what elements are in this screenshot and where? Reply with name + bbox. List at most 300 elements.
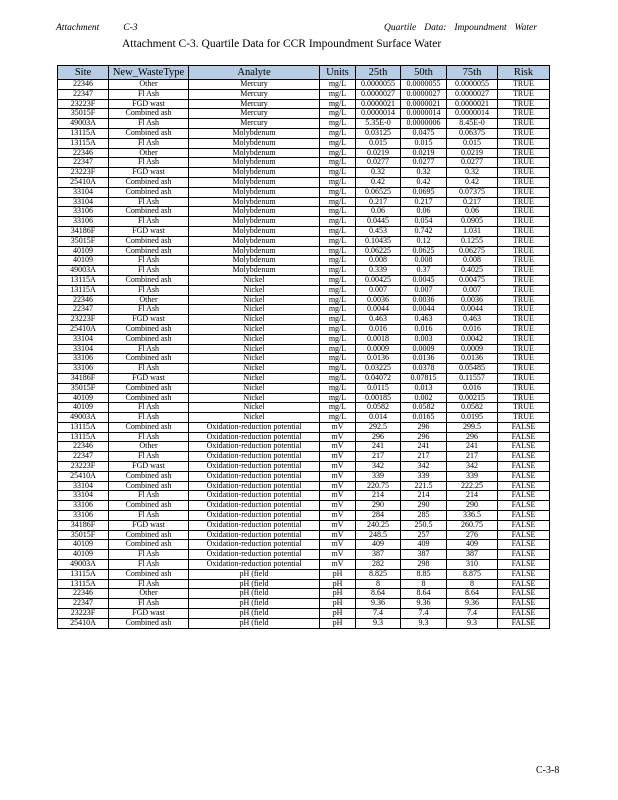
p25-cell: 0.06: [356, 207, 401, 217]
analyte-cell: pH (field: [189, 609, 320, 619]
waste-type-cell: Fl Ash: [109, 89, 189, 99]
units-cell: mg/L: [320, 148, 356, 158]
units-cell: mg/L: [320, 109, 356, 119]
units-cell: mg/L: [320, 354, 356, 364]
waste-type-cell: Other: [109, 295, 189, 305]
site-cell: 33104: [58, 344, 109, 354]
p25-cell: 220.75: [356, 481, 401, 491]
analyte-cell: Molybdenum: [189, 197, 320, 207]
p75-cell: 387: [447, 550, 498, 560]
p50-cell: 0.742: [401, 226, 447, 236]
table-row: [58, 207, 550, 217]
analyte-cell: Molybdenum: [189, 148, 320, 158]
waste-type-cell: Combined ash: [109, 569, 189, 579]
p50-cell: 0.008: [401, 256, 447, 266]
analyte-cell: pH (field: [189, 569, 320, 579]
units-cell: mg/L: [320, 246, 356, 256]
site-cell: 23223F: [58, 168, 109, 178]
risk-cell: FALSE: [498, 540, 550, 550]
p25-cell: 290: [356, 501, 401, 511]
units-cell: mg/L: [320, 226, 356, 236]
waste-type-cell: Combined ash: [109, 128, 189, 138]
p50-cell: 8.64: [401, 589, 447, 599]
risk-cell: TRUE: [498, 324, 550, 334]
p25-cell: 7.4: [356, 609, 401, 619]
p50-cell: 0.0625: [401, 246, 447, 256]
table-row: [58, 530, 550, 540]
units-cell: mV: [320, 491, 356, 501]
waste-type-cell: Combined ash: [109, 207, 189, 217]
waste-type-cell: Fl Ash: [109, 491, 189, 501]
units-cell: mg/L: [320, 383, 356, 393]
p25-cell: 0.0000027: [356, 89, 401, 99]
p25-cell: 8: [356, 579, 401, 589]
analyte-cell: Mercury: [189, 99, 320, 109]
waste-type-cell: FGD wast: [109, 373, 189, 383]
p50-cell: 0.002: [401, 393, 447, 403]
table-row: [58, 256, 550, 266]
p25-cell: 409: [356, 540, 401, 550]
table-row: [58, 128, 550, 138]
p75-cell: 0.015: [447, 138, 498, 148]
column-header-waste-type: New_WasteType: [109, 66, 189, 80]
site-cell: 34186F: [58, 520, 109, 530]
p75-cell: 8.875: [447, 569, 498, 579]
p25-cell: 282: [356, 560, 401, 570]
site-cell: 22347: [58, 89, 109, 99]
p50-cell: 0.0000055: [401, 80, 447, 90]
site-cell: 35015F: [58, 530, 109, 540]
units-cell: mV: [320, 511, 356, 521]
p75-cell: 290: [447, 501, 498, 511]
p50-cell: 241: [401, 442, 447, 452]
table-row: [58, 344, 550, 354]
p25-cell: 248.5: [356, 530, 401, 540]
p25-cell: 284: [356, 511, 401, 521]
waste-type-cell: FGD wast: [109, 520, 189, 530]
units-cell: mV: [320, 452, 356, 462]
site-cell: 33104: [58, 334, 109, 344]
p50-cell: 0.016: [401, 324, 447, 334]
waste-type-cell: Fl Ash: [109, 413, 189, 423]
site-cell: 49003A: [58, 119, 109, 129]
p50-cell: 296: [401, 422, 447, 432]
table-row: [58, 226, 550, 236]
site-cell: 33104: [58, 187, 109, 197]
waste-type-cell: Fl Ash: [109, 550, 189, 560]
units-cell: pH: [320, 609, 356, 619]
units-cell: mg/L: [320, 158, 356, 168]
analyte-cell: Nickel: [189, 403, 320, 413]
waste-type-cell: Fl Ash: [109, 158, 189, 168]
waste-type-cell: Fl Ash: [109, 452, 189, 462]
risk-cell: TRUE: [498, 197, 550, 207]
p50-cell: 0.42: [401, 177, 447, 187]
site-cell: 25410A: [58, 618, 109, 628]
analyte-cell: Molybdenum: [189, 128, 320, 138]
units-cell: mV: [320, 540, 356, 550]
units-cell: mg/L: [320, 138, 356, 148]
analyte-cell: Molybdenum: [189, 236, 320, 246]
table-row: [58, 285, 550, 295]
units-cell: pH: [320, 599, 356, 609]
units-cell: mg/L: [320, 344, 356, 354]
p25-cell: 292.5: [356, 422, 401, 432]
p25-cell: 0.016: [356, 324, 401, 334]
risk-cell: FALSE: [498, 471, 550, 481]
waste-type-cell: Fl Ash: [109, 217, 189, 227]
units-cell: mg/L: [320, 187, 356, 197]
risk-cell: TRUE: [498, 295, 550, 305]
analyte-cell: Nickel: [189, 334, 320, 344]
table-row: [58, 197, 550, 207]
p50-cell: 221.5: [401, 481, 447, 491]
analyte-cell: Nickel: [189, 383, 320, 393]
table-row: [58, 481, 550, 491]
table-row: [58, 80, 550, 90]
units-cell: mg/L: [320, 305, 356, 315]
p50-cell: 0.32: [401, 168, 447, 178]
p50-cell: 409: [401, 540, 447, 550]
waste-type-cell: FGD wast: [109, 462, 189, 472]
header-word: Data:: [424, 23, 447, 33]
units-cell: mg/L: [320, 89, 356, 99]
p25-cell: 387: [356, 550, 401, 560]
waste-type-cell: Fl Ash: [109, 344, 189, 354]
site-cell: 22347: [58, 599, 109, 609]
p25-cell: 342: [356, 462, 401, 472]
p50-cell: 0.0045: [401, 275, 447, 285]
units-cell: mg/L: [320, 364, 356, 374]
table-row: [58, 550, 550, 560]
analyte-cell: Molybdenum: [189, 207, 320, 217]
risk-cell: FALSE: [498, 520, 550, 530]
p25-cell: 0.007: [356, 285, 401, 295]
waste-type-cell: Combined ash: [109, 246, 189, 256]
p50-cell: 0.0475: [401, 128, 447, 138]
p25-cell: 0.06225: [356, 246, 401, 256]
waste-type-cell: Fl Ash: [109, 599, 189, 609]
waste-type-cell: Combined ash: [109, 109, 189, 119]
analyte-cell: Molybdenum: [189, 226, 320, 236]
units-cell: pH: [320, 569, 356, 579]
p75-cell: 299.5: [447, 422, 498, 432]
waste-type-cell: Fl Ash: [109, 560, 189, 570]
analyte-cell: Nickel: [189, 373, 320, 383]
waste-type-cell: Combined ash: [109, 481, 189, 491]
site-cell: 40109: [58, 246, 109, 256]
risk-cell: TRUE: [498, 168, 550, 178]
waste-type-cell: Fl Ash: [109, 305, 189, 315]
risk-cell: TRUE: [498, 315, 550, 325]
p75-cell: 0.0000021: [447, 99, 498, 109]
p75-cell: 0.217: [447, 197, 498, 207]
waste-type-cell: Fl Ash: [109, 138, 189, 148]
p75-cell: 0.016: [447, 324, 498, 334]
site-cell: 25410A: [58, 177, 109, 187]
risk-cell: TRUE: [498, 217, 550, 227]
p50-cell: 0.37: [401, 266, 447, 276]
table-row: [58, 89, 550, 99]
analyte-cell: pH (field: [189, 618, 320, 628]
analyte-cell: Mercury: [189, 89, 320, 99]
risk-cell: FALSE: [498, 530, 550, 540]
p50-cell: 214: [401, 491, 447, 501]
units-cell: pH: [320, 618, 356, 628]
waste-type-cell: Combined ash: [109, 324, 189, 334]
p25-cell: 0.04072: [356, 373, 401, 383]
p75-cell: 0.4025: [447, 266, 498, 276]
p50-cell: 0.0582: [401, 403, 447, 413]
site-cell: 23223F: [58, 609, 109, 619]
table-row: [58, 334, 550, 344]
p75-cell: 0.0044: [447, 305, 498, 315]
waste-type-cell: Combined ash: [109, 501, 189, 511]
risk-cell: FALSE: [498, 481, 550, 491]
waste-type-cell: Fl Ash: [109, 511, 189, 521]
waste-type-cell: FGD wast: [109, 609, 189, 619]
table-row: [58, 462, 550, 472]
table-row: [58, 422, 550, 432]
p75-cell: 0.0905: [447, 217, 498, 227]
header-row: [58, 66, 550, 80]
p75-cell: 296: [447, 432, 498, 442]
table-row: [58, 560, 550, 570]
analyte-cell: pH (field: [189, 579, 320, 589]
table-row: [58, 246, 550, 256]
risk-cell: TRUE: [498, 275, 550, 285]
p50-cell: 0.003: [401, 334, 447, 344]
running-header-right: [384, 23, 545, 33]
site-cell: 49003A: [58, 413, 109, 423]
risk-cell: TRUE: [498, 138, 550, 148]
site-cell: 25410A: [58, 471, 109, 481]
p75-cell: 0.008: [447, 256, 498, 266]
site-cell: 22346: [58, 295, 109, 305]
waste-type-cell: Combined ash: [109, 471, 189, 481]
table-row: [58, 452, 550, 462]
p75-cell: 0.007: [447, 285, 498, 295]
waste-type-cell: FGD wast: [109, 226, 189, 236]
analyte-cell: Oxidation-reduction potential: [189, 540, 320, 550]
analyte-cell: Nickel: [189, 275, 320, 285]
table-row: [58, 275, 550, 285]
waste-type-cell: Other: [109, 80, 189, 90]
site-cell: 49003A: [58, 560, 109, 570]
units-cell: mV: [320, 422, 356, 432]
p25-cell: 0.0000021: [356, 99, 401, 109]
risk-cell: TRUE: [498, 128, 550, 138]
p50-cell: 217: [401, 452, 447, 462]
table-row: [58, 511, 550, 521]
risk-cell: TRUE: [498, 403, 550, 413]
p25-cell: 5.35E-0: [356, 119, 401, 129]
site-cell: 13115A: [58, 579, 109, 589]
units-cell: mg/L: [320, 324, 356, 334]
risk-cell: TRUE: [498, 99, 550, 109]
p75-cell: 310: [447, 560, 498, 570]
table-row: [58, 187, 550, 197]
risk-cell: FALSE: [498, 550, 550, 560]
p50-cell: 0.0695: [401, 187, 447, 197]
table-row: [58, 589, 550, 599]
waste-type-cell: Combined ash: [109, 393, 189, 403]
p25-cell: 0.0000055: [356, 80, 401, 90]
p25-cell: 214: [356, 491, 401, 501]
column-header-analyte: Analyte: [189, 66, 320, 80]
site-cell: 40109: [58, 256, 109, 266]
risk-cell: FALSE: [498, 452, 550, 462]
table-row: [58, 315, 550, 325]
waste-type-cell: Fl Ash: [109, 119, 189, 129]
analyte-cell: Oxidation-reduction potential: [189, 491, 320, 501]
p50-cell: 0.12: [401, 236, 447, 246]
site-cell: 40109: [58, 403, 109, 413]
analyte-cell: Nickel: [189, 315, 320, 325]
table-row: [58, 383, 550, 393]
risk-cell: TRUE: [498, 344, 550, 354]
table-row: [58, 501, 550, 511]
p50-cell: 8: [401, 579, 447, 589]
waste-type-cell: Fl Ash: [109, 285, 189, 295]
p25-cell: 0.03225: [356, 364, 401, 374]
units-cell: mV: [320, 520, 356, 530]
p50-cell: 0.0000027: [401, 89, 447, 99]
analyte-cell: Mercury: [189, 80, 320, 90]
site-cell: 34186F: [58, 373, 109, 383]
waste-type-cell: Combined ash: [109, 530, 189, 540]
units-cell: mg/L: [320, 403, 356, 413]
site-cell: 23223F: [58, 462, 109, 472]
p25-cell: 0.0277: [356, 158, 401, 168]
site-cell: 33106: [58, 354, 109, 364]
p50-cell: 0.0000021: [401, 99, 447, 109]
site-cell: 22346: [58, 442, 109, 452]
waste-type-cell: Combined ash: [109, 422, 189, 432]
risk-cell: TRUE: [498, 256, 550, 266]
risk-cell: FALSE: [498, 618, 550, 628]
analyte-cell: Molybdenum: [189, 217, 320, 227]
p75-cell: 0.32: [447, 168, 498, 178]
page-title: Attachment C-3. Quartile Data for CCR Impoundment Surface Water: [122, 38, 442, 50]
units-cell: mg/L: [320, 275, 356, 285]
site-cell: 40109: [58, 393, 109, 403]
units-cell: mg/L: [320, 99, 356, 109]
p25-cell: 0.00185: [356, 393, 401, 403]
table-row: [58, 403, 550, 413]
p75-cell: 0.06375: [447, 128, 498, 138]
site-cell: 23223F: [58, 315, 109, 325]
table-row: [58, 168, 550, 178]
p50-cell: 298: [401, 560, 447, 570]
p75-cell: 0.06275: [447, 246, 498, 256]
analyte-cell: Oxidation-reduction potential: [189, 442, 320, 452]
p50-cell: 0.0044: [401, 305, 447, 315]
units-cell: mV: [320, 462, 356, 472]
units-cell: mg/L: [320, 393, 356, 403]
analyte-cell: Oxidation-reduction potential: [189, 432, 320, 442]
waste-type-cell: FGD wast: [109, 315, 189, 325]
table-header: [58, 66, 550, 80]
p50-cell: 0.217: [401, 197, 447, 207]
table-row: [58, 109, 550, 119]
risk-cell: TRUE: [498, 266, 550, 276]
risk-cell: FALSE: [498, 599, 550, 609]
p50-cell: 0.0165: [401, 413, 447, 423]
p25-cell: 0.0044: [356, 305, 401, 315]
risk-cell: FALSE: [498, 501, 550, 511]
analyte-cell: Nickel: [189, 393, 320, 403]
p75-cell: 9.3: [447, 618, 498, 628]
table-row: [58, 609, 550, 619]
risk-cell: FALSE: [498, 491, 550, 501]
column-header-site: Site: [58, 66, 109, 80]
p25-cell: 0.32: [356, 168, 401, 178]
p25-cell: 0.0582: [356, 403, 401, 413]
p25-cell: 0.10435: [356, 236, 401, 246]
site-cell: 33106: [58, 501, 109, 511]
waste-type-cell: Fl Ash: [109, 256, 189, 266]
p75-cell: 0.0136: [447, 354, 498, 364]
p50-cell: 250.5: [401, 520, 447, 530]
table-row: [58, 599, 550, 609]
site-cell: 33106: [58, 364, 109, 374]
p50-cell: 7.4: [401, 609, 447, 619]
risk-cell: FALSE: [498, 609, 550, 619]
p75-cell: 0.07375: [447, 187, 498, 197]
site-cell: 22347: [58, 452, 109, 462]
waste-type-cell: Fl Ash: [109, 579, 189, 589]
units-cell: mg/L: [320, 177, 356, 187]
waste-type-cell: Fl Ash: [109, 266, 189, 276]
units-cell: mg/L: [320, 128, 356, 138]
p50-cell: 0.463: [401, 315, 447, 325]
analyte-cell: Molybdenum: [189, 177, 320, 187]
analyte-cell: Molybdenum: [189, 138, 320, 148]
p75-cell: 217: [447, 452, 498, 462]
waste-type-cell: Combined ash: [109, 177, 189, 187]
table-row: [58, 491, 550, 501]
risk-cell: FALSE: [498, 560, 550, 570]
analyte-cell: Oxidation-reduction potential: [189, 462, 320, 472]
table-row: [58, 618, 550, 628]
analyte-cell: Nickel: [189, 344, 320, 354]
p50-cell: 296: [401, 432, 447, 442]
p75-cell: 409: [447, 540, 498, 550]
analyte-cell: Molybdenum: [189, 168, 320, 178]
waste-type-cell: Combined ash: [109, 540, 189, 550]
p75-cell: 0.0000055: [447, 80, 498, 90]
waste-type-cell: Combined ash: [109, 275, 189, 285]
table-row: [58, 520, 550, 530]
site-cell: 33106: [58, 511, 109, 521]
p50-cell: 0.0036: [401, 295, 447, 305]
header-attachment-label: Attachment: [56, 23, 100, 33]
p50-cell: 0.007: [401, 285, 447, 295]
risk-cell: TRUE: [498, 177, 550, 187]
header-word: Water: [514, 23, 537, 33]
table-row: [58, 295, 550, 305]
p50-cell: 0.0009: [401, 344, 447, 354]
risk-cell: FALSE: [498, 579, 550, 589]
p75-cell: 8.64: [447, 589, 498, 599]
p25-cell: 0.00425: [356, 275, 401, 285]
table-body: [58, 80, 550, 629]
p50-cell: 0.0000014: [401, 109, 447, 119]
p25-cell: 9.36: [356, 599, 401, 609]
p75-cell: 0.0000014: [447, 109, 498, 119]
risk-cell: TRUE: [498, 354, 550, 364]
